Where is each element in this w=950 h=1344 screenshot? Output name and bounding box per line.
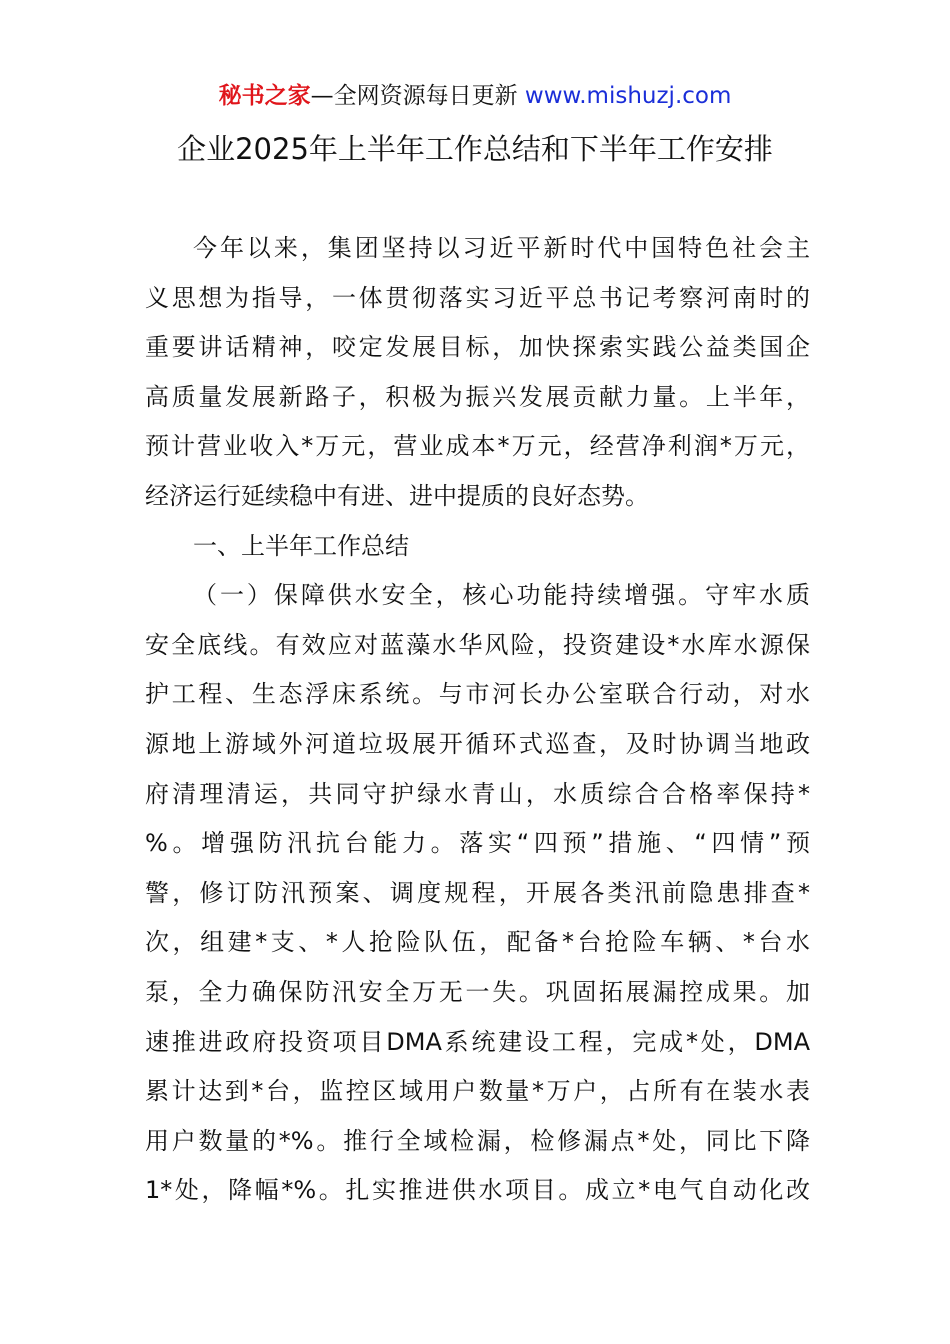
paragraph-line: 警，修订防汛预案、调度规程，开展各类汛前隐患排查* <box>145 878 810 907</box>
paragraph-line: 高质量发展新路子，积极为振兴发展贡献力量。上半年， <box>145 382 810 411</box>
site-slogan: —全网资源每日更新 <box>310 83 518 109</box>
paragraph-line: 护工程、生态浮床系统。与市河长办公室联合行动，对水 <box>145 680 810 709</box>
paragraph-line: 义思想为指导，一体贯彻落实习近平总书记考察河南时的 <box>145 283 810 312</box>
paragraph-line: 泵，全力确保防汛安全万无一失。巩固拓展漏控成果。加 <box>145 977 810 1006</box>
paragraph-line: 经济运行延续稳中有进、进中提质的良好态势。 <box>145 481 649 510</box>
paragraph-line: 今年以来，集团坚持以习近平新时代中国特色社会主 <box>193 234 810 262</box>
paragraph-line: 累计达到*台，监控区域用户数量*万户，占所有在装水表 <box>145 1077 810 1106</box>
paragraph-line: %。增强防汛抗台能力。落实“四预”措施、“四情”预 <box>145 829 810 858</box>
document-title: 企业2025年上半年工作总结和下半年工作安排 <box>177 132 773 166</box>
paragraph-line: 重要讲话精神，咬定发展目标，加快探索实践公益类国企 <box>145 333 810 362</box>
paragraph-line: 安全底线。有效应对蓝藻水华风险，投资建设*水库水源保 <box>145 630 810 659</box>
site-name: 秘书之家 <box>218 83 311 109</box>
paragraph-line: 源地上游域外河道垃圾展开循环式巡查，及时协调当地政 <box>145 729 810 758</box>
site-header <box>0 80 950 112</box>
paragraph-line: 1*处，降幅*%。扎实推进供水项目。成立*电气自动化改 <box>145 1176 810 1205</box>
paragraph-line: 用户数量的*%。推行全域检漏，检修漏点*处，同比下降 <box>145 1126 810 1155</box>
document-body <box>145 224 810 1216</box>
paragraph-line: 预计营业收入*万元，营业成本*万元，经营净利润*万元， <box>145 432 810 461</box>
paragraph-line: 府清理清运，共同守护绿水青山，水质综合合格率保持* <box>145 779 810 808</box>
paragraph-line: 速推进政府投资项目DMA系统建设工程，完成*处，DMA <box>145 1027 810 1056</box>
site-url-link[interactable]: www.mishuzj.com <box>524 83 732 109</box>
paragraph-line: （一）保障供水安全，核心功能持续增强。守牢水质 <box>193 581 810 610</box>
paragraph-line: 次，组建*支、*人抢险队伍，配备*台抢险车辆、*台水 <box>145 928 810 957</box>
section-heading: 一、上半年工作总结 <box>193 531 409 560</box>
